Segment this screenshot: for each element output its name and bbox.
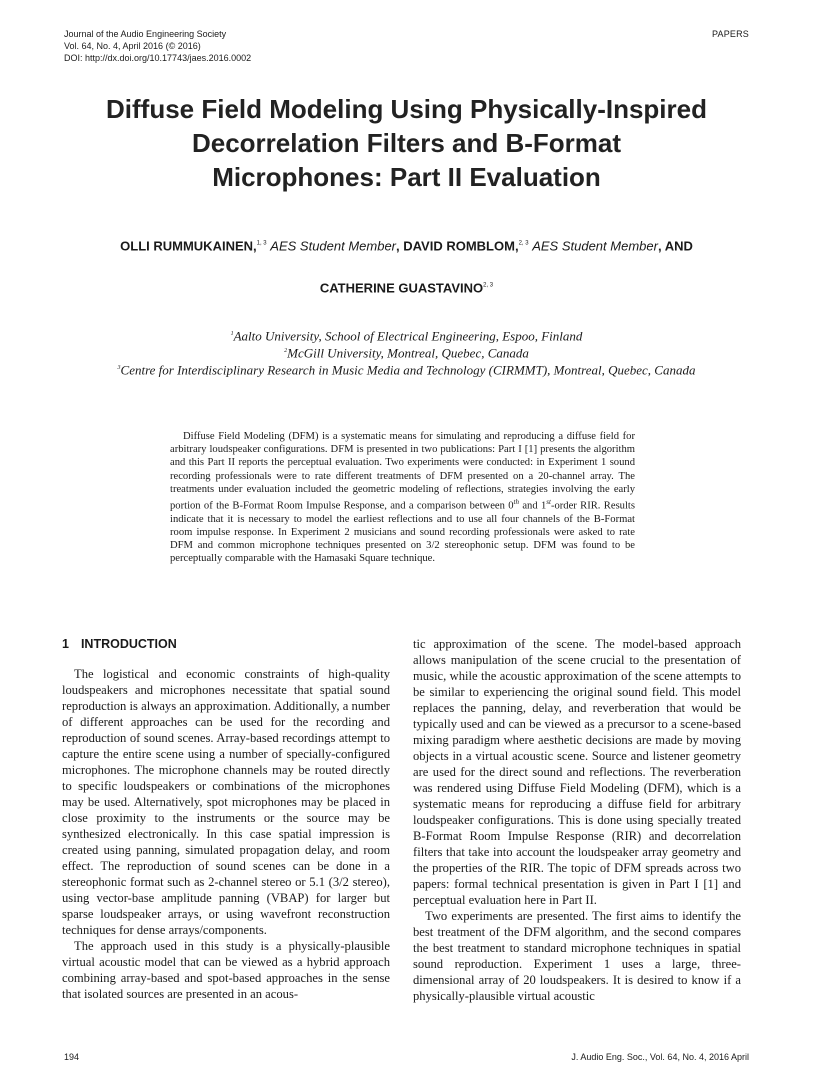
author-name: OLLI RUMMUKAINEN, xyxy=(120,238,257,254)
paragraph: Two experiments are presented. The first aims to identify the best treatment of the DFM algorithm, and the second compares the best treatment to standard microphone techniques in spatial sound reproduction. Experiment 1 uses a large, three-dimensional array of 20 loudspeakers. It is desired to know if a physically-plausible virtual acoustic xyxy=(413,909,741,1003)
superscript-st: st xyxy=(546,498,551,507)
paragraph: The logistical and economic constraints of high-quality loudspeakers and microphones necessitate that spatial sound reproduction is always an approximation. Additionally, a number of different approaches can be used for the recording and reproduction of sound scenes. Array-based recordings attempt to capture the entire scene using a number of specially-configured microphones. The microphone channels may be routed directly to specific loudspeakers or combinations of the microphones may be used. Alternatively, spot microphones may be placed in close proximity to the instruments or the source may be synthesized electronically. In this case spatial impression is created using panning, simulated propagation delay, and room effect. The reproduction of sound scenes can be done in a stereophonic format such as 2-channel stereo or 5.1 (3/2 stereo), using vector-base amplitude panning (VBAP) for larger but sparse loudspeaker arrays, or using wavefront reconstruction techniques for dense arrays/components. xyxy=(62,667,390,937)
journal-name: Journal of the Audio Engineering Society xyxy=(64,29,227,39)
section-label: PAPERS xyxy=(711,29,749,39)
body-column-left xyxy=(62,636,390,1002)
author-membership: AES Student Member xyxy=(270,238,397,254)
author-membership: AES Student Member xyxy=(532,238,658,254)
author-name: DAVID ROMBLOM, xyxy=(403,238,519,254)
abstract: Diffuse Field Modeling (DFM) is a systematic means for simulating and reproducing a diffuse field for arbitrary loudspeaker configurations. DFM is presented in two publications: Part I [1] presents the algorithm and this Part II reports the perceptual evaluation. Two experiments were conducted: in Experiment 1 sound recording professionals were to rate different treatments of DFM presented on a 20-channel array. The treatments under evaluation included the geometric modeling of reflections, strategies involving the early portion of the B-Format Room Impulse Response, and a comparison between 0th and 1st-order RIR. Results indicate that it is necessary to model the earliest reflections and to use all four channels of the B-Format room impulse response. In Experiment 2 musicians and sound recording professionals were asked to rate DFM and common microphone techniques presented on 3/2 stereophonic setup. DFM was found to be perceptually comparable with the Hamasaki Square technique. xyxy=(170,431,635,565)
body-column-right xyxy=(413,636,741,1004)
author-affil-sup: 2, 3 xyxy=(518,241,529,247)
affiliation-1: $^1$Aalto University, School of Electrical Engineering, Espoo, Finland xyxy=(230,328,583,344)
paragraph: The approach used in this study is a physically-plausible virtual acoustic model that can be viewed as a hybrid approach combining array-based and spot-based approaches in the sense that isolated sources are presented in an acous- xyxy=(62,939,390,1001)
superscript-th: th xyxy=(513,498,519,507)
author-affil-sup: 1, 3 xyxy=(256,241,267,247)
page-number: 194 xyxy=(64,1052,80,1062)
author-line-1: OLLI RUMMUKAINEN,$^{1, 3}$ AES Student Member, DAVID ROMBLOM,$^{2, 3}$ AES Student Member, AND xyxy=(120,238,693,254)
title-line-1: Diffuse Field Modeling Using Physically-Inspired xyxy=(106,94,707,124)
section-number: 1 xyxy=(62,637,69,651)
running-header xyxy=(64,28,251,64)
author-affil-sup: 2, 3 xyxy=(483,283,494,289)
title-line-3: Microphones: Part II Evaluation xyxy=(212,162,601,192)
footer-citation: J. Audio Eng. Soc., Vol. 64, No. 4, 2016 April xyxy=(571,1052,749,1062)
paragraph: tic approximation of the scene. The model-based approach allows manipulation of the scene crucial to the presentation of music, while the acoustic approximation of the scene attempts to be similar to experiencing the original sound field. This model replaces the panning, delay, and reverberation that would be typically used and can be viewed as a precursor to a scene-based mixing paradigm where aesthetic decisions are made by moving objects in a virtual acoustic scene. Source and listener geometry are used for the direct sound and reflections. The reverberation was rendered using Diffuse Field Modeling (DFM), which is a systematic means for reproducing a diffuse field for arbitrary loudspeaker configurations. This is done using specially treated B-Format Room Impulse Response (RIR) and decorrelation filters that take into account the loudspeaker array geometry and the properties of the RIR. The topic of DFM spreads across two papers: formal technical presentation is given in Part I [1] and perceptual evaluation here in Part II. xyxy=(413,637,741,907)
author-and: AND xyxy=(664,238,693,254)
author-line-2 xyxy=(60,278,753,296)
author-name: CATHERINE GUASTAVINO xyxy=(319,280,484,296)
section-heading xyxy=(62,636,390,652)
paper-title xyxy=(60,92,753,194)
volume-info: Vol. 64, No. 4, April 2016 (© 2016) xyxy=(64,41,201,51)
title-line-2: Decorrelation Filters and B-Format xyxy=(191,128,622,158)
section-title: INTRODUCTION xyxy=(80,637,177,651)
doi-link[interactable]: DOI: http://dx.doi.org/10.17743/jaes.2016.0002 xyxy=(64,53,252,63)
affiliation-3: $^3$Centre for Interdisciplinary Research in Music Media and Technology (CIRMMT), Montreal, Quebec, Canada xyxy=(117,362,696,378)
affiliation-2: $^2$McGill University, Montreal, Quebec, Canada xyxy=(284,345,529,361)
